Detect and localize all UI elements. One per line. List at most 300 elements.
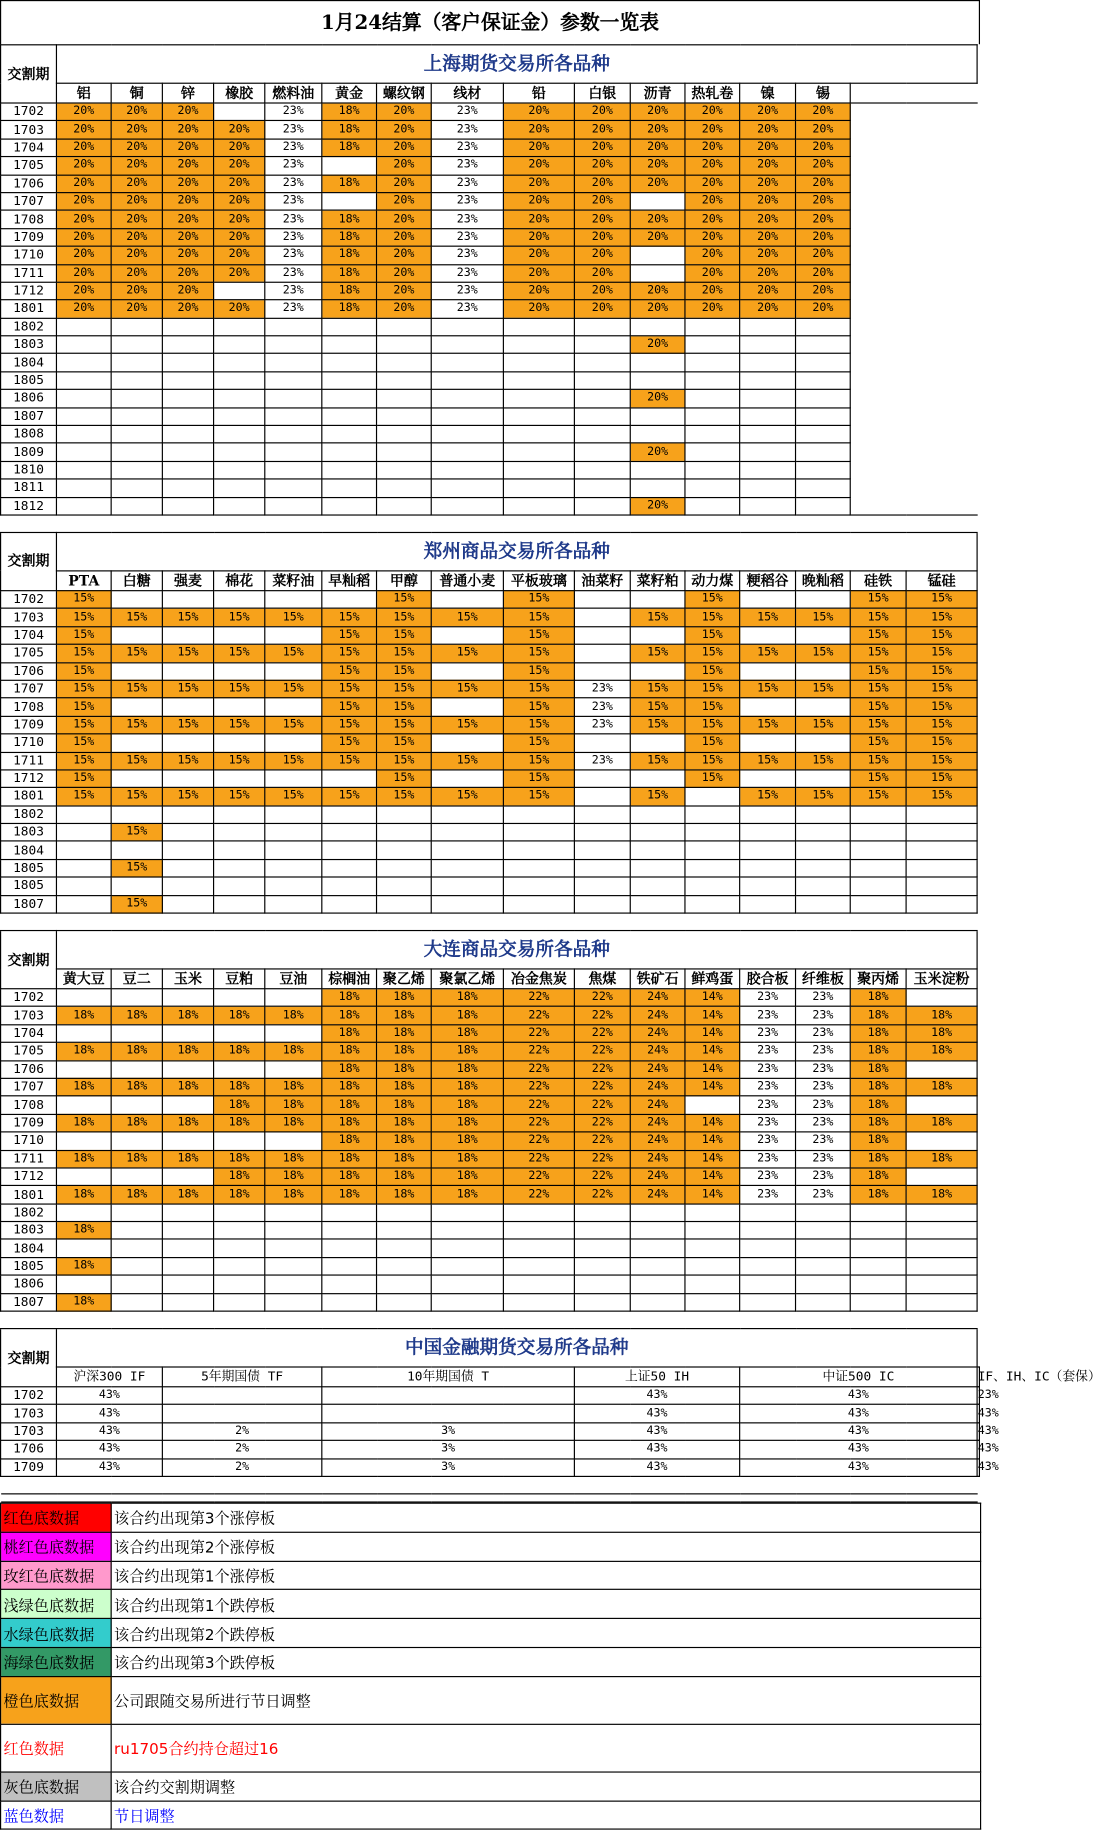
margin-cell (162, 841, 213, 859)
margin-cell (162, 859, 213, 877)
margin-cell: 15% (431, 609, 503, 627)
period-cell: 1709 (1, 716, 57, 734)
margin-cell (322, 354, 377, 372)
margin-cell: 15% (503, 609, 574, 627)
product-header: IF、IH、IC（套保） (977, 1367, 979, 1387)
margin-cell: 15% (56, 591, 111, 609)
margin-cell (503, 1257, 574, 1275)
margin-cell: 18% (214, 1007, 265, 1025)
legend-swatch-label: 红色数据 (1, 1724, 112, 1772)
margin-cell: 15% (377, 626, 432, 644)
margin-cell: 15% (850, 644, 906, 662)
margin-cell (111, 372, 162, 390)
margin-cell (56, 497, 111, 515)
margin-cell: 15% (162, 680, 213, 698)
margin-cell: 18% (431, 1007, 503, 1025)
margin-cell: 15% (796, 644, 851, 662)
margin-cell (214, 318, 265, 336)
margin-cell: 20% (111, 228, 162, 246)
margin-cell: 15% (56, 662, 111, 680)
margin-cell: 15% (377, 698, 432, 716)
margin-cell (431, 354, 503, 372)
margin-cell: 20% (377, 210, 432, 228)
margin-cell (214, 1132, 265, 1150)
margin-cell: 18% (431, 1150, 503, 1168)
margin-cell: 20% (162, 228, 213, 246)
margin-cell: 15% (377, 770, 432, 788)
margin-cell: 20% (503, 300, 574, 318)
margin-cell (850, 121, 906, 139)
margin-cell (796, 895, 851, 913)
margin-cell (796, 425, 851, 443)
margin-cell (740, 1257, 796, 1275)
table-row (1, 1025, 980, 1043)
margin-cell: 22% (503, 1078, 574, 1096)
margin-cell: 18% (111, 1114, 162, 1132)
table-row (1, 1405, 980, 1423)
margin-cell: 22% (503, 1132, 574, 1150)
margin-cell: 20% (630, 300, 685, 318)
margin-cell (265, 806, 322, 824)
margin-cell: 15% (906, 734, 977, 752)
product-header: 聚乙烯 (377, 969, 432, 989)
margin-cell (503, 372, 574, 390)
margin-cell (850, 1293, 906, 1311)
margin-cell (265, 1204, 322, 1222)
margin-cell: 43% (740, 1423, 977, 1441)
margin-cell: 20% (111, 300, 162, 318)
margin-cell (214, 461, 265, 479)
margin-cell (162, 408, 213, 426)
margin-cell: 18% (111, 1186, 162, 1204)
margin-cell: 20% (377, 300, 432, 318)
margin-cell (56, 841, 111, 859)
margin-cell (322, 157, 377, 175)
margin-cell (162, 1025, 213, 1043)
margin-cell (214, 859, 265, 877)
margin-cell (850, 443, 906, 461)
margin-cell: 14% (685, 1132, 740, 1150)
margin-cell: 22% (574, 1114, 630, 1132)
margin-cell (906, 443, 977, 461)
margin-cell: 43% (977, 1423, 979, 1441)
margin-cell: 20% (162, 300, 213, 318)
margin-cell (56, 390, 111, 408)
margin-cell (850, 103, 906, 121)
product-header: 胶合板 (740, 969, 796, 989)
margin-cell: 20% (796, 193, 851, 211)
margin-cell (906, 175, 977, 193)
margin-cell: 23% (740, 1078, 796, 1096)
table-row (1, 1114, 980, 1132)
margin-cell (431, 372, 503, 390)
margin-cell (906, 318, 977, 336)
margin-cell: 43% (56, 1441, 162, 1459)
period-cell: 1702 (1, 989, 57, 1007)
margin-cell: 18% (431, 989, 503, 1007)
margin-cell (322, 1204, 377, 1222)
margin-cell (630, 461, 685, 479)
margin-cell (431, 497, 503, 515)
margin-cell (111, 698, 162, 716)
margin-cell (503, 806, 574, 824)
margin-cell: 18% (850, 989, 906, 1007)
margin-cell (503, 336, 574, 354)
product-header: 硅铁 (850, 571, 906, 591)
margin-cell: 23% (796, 1025, 851, 1043)
margin-cell (162, 770, 213, 788)
margin-cell (162, 989, 213, 1007)
margin-cell: 24% (630, 1007, 685, 1025)
margin-cell: 15% (503, 734, 574, 752)
margin-cell (503, 408, 574, 426)
margin-cell (906, 210, 977, 228)
margin-cell (377, 336, 432, 354)
margin-cell (850, 425, 906, 443)
margin-cell (850, 806, 906, 824)
margin-cell: 15% (503, 752, 574, 770)
table-row (1, 859, 980, 877)
margin-cell (906, 1168, 977, 1186)
margin-cell: 43% (740, 1458, 977, 1476)
margin-cell: 15% (56, 644, 111, 662)
product-header: 焦煤 (574, 969, 630, 989)
margin-cell (574, 443, 630, 461)
margin-cell: 18% (850, 1186, 906, 1204)
margin-cell (740, 662, 796, 680)
margin-cell: 18% (322, 210, 377, 228)
product-header (850, 83, 906, 103)
margin-cell: 20% (685, 175, 740, 193)
margin-cell: 20% (574, 121, 630, 139)
margin-cell: 15% (503, 626, 574, 644)
margin-cell (850, 193, 906, 211)
product-header: 聚氯乙烯 (431, 969, 503, 989)
period-cell: 1710 (1, 1132, 57, 1150)
legend-row (1, 1724, 981, 1772)
margin-cell (685, 1257, 740, 1275)
margin-cell: 18% (322, 246, 377, 264)
margin-cell (431, 390, 503, 408)
legend-row (1, 1619, 981, 1648)
margin-cell: 18% (322, 1042, 377, 1060)
margin-cell (162, 1387, 321, 1405)
product-header: 纤维板 (796, 969, 851, 989)
margin-cell: 20% (574, 139, 630, 157)
margin-cell: 20% (503, 228, 574, 246)
margin-cell: 18% (322, 282, 377, 300)
margin-cell: 15% (685, 591, 740, 609)
table-row (1, 121, 980, 139)
table-row (1, 1060, 980, 1078)
margin-cell (850, 300, 906, 318)
margin-cell (162, 461, 213, 479)
margin-cell (796, 461, 851, 479)
margin-cell (377, 425, 432, 443)
margin-cell (265, 591, 322, 609)
product-header: 沥青 (630, 83, 685, 103)
margin-cell (574, 626, 630, 644)
margin-cell: 24% (630, 1132, 685, 1150)
margin-cell (162, 626, 213, 644)
period-cell: 1712 (1, 770, 57, 788)
margin-cell: 18% (377, 1096, 432, 1114)
margin-cell (906, 246, 977, 264)
margin-cell: 43% (977, 1458, 979, 1476)
margin-cell (214, 354, 265, 372)
margin-cell (630, 824, 685, 842)
margin-cell (630, 626, 685, 644)
margin-cell (162, 806, 213, 824)
margin-cell (111, 841, 162, 859)
margin-cell (685, 877, 740, 895)
margin-cell (503, 354, 574, 372)
margin-cell: 18% (322, 175, 377, 193)
margin-cell (265, 425, 322, 443)
margin-cell: 15% (214, 680, 265, 698)
margin-cell: 20% (377, 103, 432, 121)
margin-cell: 15% (111, 716, 162, 734)
margin-cell: 43% (574, 1441, 739, 1459)
section-spacer (1, 1494, 978, 1502)
margin-cell: 20% (162, 121, 213, 139)
margin-cell: 24% (630, 1078, 685, 1096)
margin-cell (265, 497, 322, 515)
margin-cell: 20% (503, 121, 574, 139)
legend-swatch-label: 橙色底数据 (1, 1676, 112, 1724)
legend-swatch-label: 玫红色底数据 (1, 1561, 112, 1590)
margin-cell (503, 318, 574, 336)
margin-cell (56, 989, 111, 1007)
margin-cell: 24% (630, 989, 685, 1007)
margin-cell (431, 662, 503, 680)
period-cell: 1805 (1, 1257, 57, 1275)
margin-cell (111, 408, 162, 426)
margin-cell (574, 479, 630, 497)
margin-cell: 3% (322, 1423, 575, 1441)
margin-cell (740, 859, 796, 877)
margin-cell (56, 1168, 111, 1186)
product-header: 上证50 IH (574, 1367, 739, 1387)
product-header: 豆油 (265, 969, 322, 989)
margin-cell (906, 1132, 977, 1150)
margin-cell (906, 1275, 977, 1293)
margin-cell (685, 318, 740, 336)
margin-cell (503, 824, 574, 842)
margin-cell (431, 1222, 503, 1240)
margin-cell: 15% (162, 644, 213, 662)
margin-cell: 18% (322, 121, 377, 139)
margin-cell: 24% (630, 1042, 685, 1060)
margin-cell: 23% (265, 139, 322, 157)
margin-cell: 15% (431, 788, 503, 806)
margin-cell (111, 662, 162, 680)
margin-cell: 2% (162, 1458, 321, 1476)
margin-cell: 18% (431, 1168, 503, 1186)
margin-cell (574, 1257, 630, 1275)
margin-cell: 43% (56, 1458, 162, 1476)
margin-cell (111, 989, 162, 1007)
margin-cell: 18% (56, 1222, 111, 1240)
legend-description: 该合约出现第1个跌停板 (111, 1590, 980, 1619)
margin-cell: 20% (56, 300, 111, 318)
legend-swatch-label: 红色底数据 (1, 1503, 112, 1532)
period-cell: 1807 (1, 1293, 57, 1311)
margin-cell: 15% (850, 752, 906, 770)
margin-cell (377, 1222, 432, 1240)
margin-cell: 15% (56, 609, 111, 627)
period-cell: 1706 (1, 1441, 57, 1459)
period-cell: 1711 (1, 752, 57, 770)
margin-cell: 18% (431, 1078, 503, 1096)
margin-cell: 20% (685, 264, 740, 282)
margin-cell (162, 1293, 213, 1311)
margin-cell: 18% (214, 1168, 265, 1186)
margin-cell (56, 1275, 111, 1293)
margin-cell: 43% (574, 1458, 739, 1476)
period-cell: 1706 (1, 175, 57, 193)
margin-cell (796, 336, 851, 354)
margin-cell: 15% (850, 591, 906, 609)
margin-cell: 15% (322, 734, 377, 752)
margin-cell: 15% (56, 716, 111, 734)
period-cell: 1804 (1, 841, 57, 859)
margin-cell: 15% (162, 788, 213, 806)
margin-cell: 20% (630, 210, 685, 228)
table-row (1, 461, 980, 479)
margin-cell (503, 497, 574, 515)
margin-cell (906, 461, 977, 479)
product-header: 甲醇 (377, 571, 432, 591)
margin-cell (740, 443, 796, 461)
margin-cell (377, 1204, 432, 1222)
margin-cell (740, 318, 796, 336)
section-spacer (1, 913, 978, 930)
margin-cell (685, 461, 740, 479)
margin-cell (56, 461, 111, 479)
margin-cell (162, 698, 213, 716)
margin-cell: 24% (630, 1096, 685, 1114)
margin-cell (796, 806, 851, 824)
margin-cell (214, 841, 265, 859)
margin-cell (740, 390, 796, 408)
margin-cell: 20% (111, 103, 162, 121)
margin-cell: 20% (574, 246, 630, 264)
margin-cell (796, 1222, 851, 1240)
margin-cell (162, 479, 213, 497)
margin-table (0, 44, 1101, 1502)
margin-cell (322, 841, 377, 859)
margin-cell (906, 354, 977, 372)
table-row (1, 408, 980, 426)
margin-cell (56, 1204, 111, 1222)
margin-cell: 20% (111, 282, 162, 300)
period-cell: 1809 (1, 443, 57, 461)
margin-cell (56, 354, 111, 372)
margin-cell (265, 390, 322, 408)
margin-cell: 20% (740, 282, 796, 300)
margin-cell (796, 662, 851, 680)
period-cell: 1805 (1, 877, 57, 895)
table-row (1, 318, 980, 336)
margin-cell (906, 1060, 977, 1078)
margin-cell: 14% (685, 1168, 740, 1186)
product-header: 棕榈油 (322, 969, 377, 989)
margin-cell: 22% (574, 1060, 630, 1078)
margin-cell (685, 408, 740, 426)
margin-cell: 20% (111, 246, 162, 264)
margin-cell (265, 443, 322, 461)
margin-cell: 3% (322, 1458, 575, 1476)
margin-cell: 15% (850, 734, 906, 752)
margin-cell: 15% (906, 788, 977, 806)
margin-cell (431, 859, 503, 877)
margin-cell: 18% (111, 1078, 162, 1096)
margin-cell: 18% (322, 1096, 377, 1114)
margin-cell (111, 1240, 162, 1258)
margin-cell (574, 354, 630, 372)
margin-cell: 20% (630, 390, 685, 408)
legend-description: 节日调整 (111, 1801, 980, 1830)
period-label: 交割期 (1, 1329, 57, 1387)
margin-cell: 43% (56, 1405, 162, 1423)
margin-cell: 22% (503, 1007, 574, 1025)
margin-cell: 20% (56, 103, 111, 121)
margin-cell: 15% (56, 626, 111, 644)
margin-cell: 20% (740, 157, 796, 175)
margin-cell (431, 461, 503, 479)
margin-cell (214, 103, 265, 121)
margin-cell: 15% (56, 752, 111, 770)
margin-cell (503, 841, 574, 859)
margin-cell: 22% (574, 1042, 630, 1060)
margin-cell: 23% (740, 1025, 796, 1043)
margin-cell (111, 1293, 162, 1311)
margin-cell (796, 734, 851, 752)
margin-cell: 20% (56, 175, 111, 193)
margin-cell: 23% (977, 1387, 979, 1405)
legend-description: 该合约出现第1个涨停板 (111, 1561, 980, 1590)
margin-cell (906, 103, 977, 121)
margin-cell: 15% (906, 770, 977, 788)
margin-cell: 15% (56, 680, 111, 698)
margin-cell: 23% (431, 300, 503, 318)
table-row (1, 788, 980, 806)
margin-cell: 18% (850, 1078, 906, 1096)
period-cell: 1812 (1, 497, 57, 515)
margin-cell: 23% (431, 264, 503, 282)
margin-cell (685, 1293, 740, 1311)
margin-cell (162, 1222, 213, 1240)
margin-cell: 15% (431, 680, 503, 698)
margin-cell: 23% (796, 1042, 851, 1060)
margin-cell (796, 372, 851, 390)
margin-cell (56, 1240, 111, 1258)
margin-cell (574, 662, 630, 680)
margin-cell (503, 1204, 574, 1222)
margin-cell: 20% (630, 121, 685, 139)
margin-cell (162, 1096, 213, 1114)
margin-cell (322, 408, 377, 426)
margin-cell (574, 390, 630, 408)
margin-cell (574, 895, 630, 913)
margin-cell (850, 841, 906, 859)
period-cell: 1702 (1, 103, 57, 121)
table-row (1, 1423, 980, 1441)
margin-cell (740, 770, 796, 788)
period-cell: 1802 (1, 806, 57, 824)
section-spacer (1, 1476, 978, 1493)
